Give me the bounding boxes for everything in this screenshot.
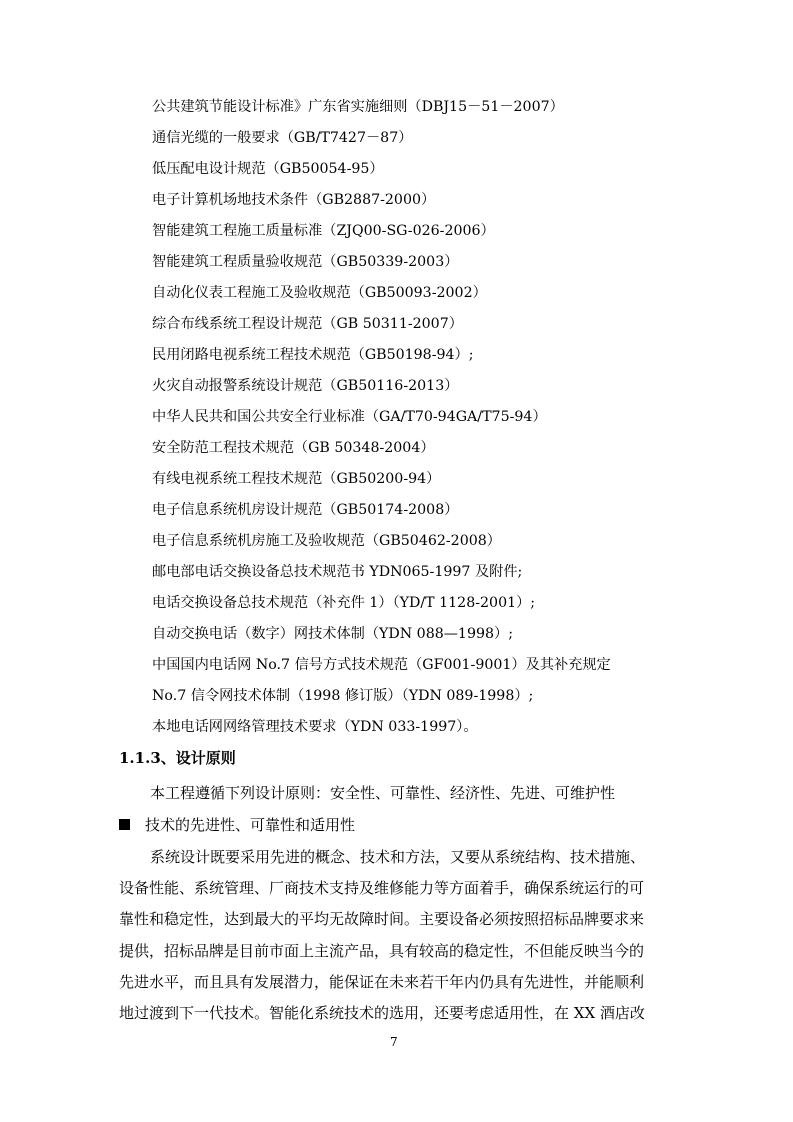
reference-item: 自动化仪表工程施工及验收规范（GB50093-2002）: [152, 285, 487, 301]
section-intro: 本工程遵循下列设计原则：安全性、可靠性、经济性、先进、可维护性: [150, 784, 616, 802]
paragraph-line: 提供，招标品牌是目前市面上主流产品，具有较高的稳定性，不但能反映当今的: [119, 941, 645, 960]
reference-item: 电子信息系统机房施工及验收规范（GB50462-2008）: [152, 533, 501, 549]
paragraph-line: 设备性能、系统管理、厂商技术支持及维修能力等方面着手，确保系统运行的可: [119, 879, 645, 898]
section-heading: 1.1.3、设计原则: [119, 749, 236, 767]
reference-item: 中国国内电话网 No.7 信号方式技术规范（GF001-9001）及其补充规定: [152, 657, 611, 673]
bullet-text: 技术的先进性、可靠性和适用性: [145, 816, 356, 834]
reference-item: 通信光缆的一般要求（GB/T7427－87）: [152, 130, 413, 146]
paragraph-line: 靠性和稳定性，达到最大的平均无故障时间。主要设备必须按照招标品牌要求来: [119, 910, 645, 929]
reference-item: 综合布线系统工程设计规范（GB 50311-2007）: [152, 316, 463, 332]
reference-item: 中华人民共和国公共安全行业标准（GA/T70-94GA/T75-94）: [152, 409, 547, 425]
body-paragraph: [119, 842, 677, 1029]
reference-item: 安全防范工程技术规范（GB 50348-2004）: [152, 440, 435, 456]
reference-item: No.7 信令网技术体制（1998 修订版）（YDN 089-1998）;: [152, 688, 534, 704]
reference-item: 电话交换设备总技术规范（补充件 1）（YD/T 1128-2001）;: [152, 595, 536, 611]
reference-item: 有线电视系统工程技术规范（GB50200-94）: [152, 471, 441, 487]
reference-item: 智能建筑工程施工质量标准（ZJQ00-SG-026-2006）: [152, 223, 495, 239]
paragraph-line: 地过渡到下一代技术。智能化系统技术的选用，还要考虑适用性，在 XX 酒店改: [119, 1003, 645, 1022]
reference-item: 电子信息系统机房设计规范（GB50174-2008）: [152, 502, 459, 518]
bullet-item: [119, 811, 355, 839]
paragraph-line: 先进水平，而且具有发展潜力，能保证在未来若干年内仍具有先进性，并能顺利: [119, 972, 645, 991]
paragraph-line: 系统设计既要采用先进的概念、技术和方法，又要从系统结构、技术措施、: [150, 848, 646, 866]
page-number: 7: [390, 1035, 398, 1049]
reference-item: 本地电话网网络管理技术要求（YDN 033-1997）。: [152, 719, 478, 735]
square-bullet-icon: [119, 819, 130, 830]
reference-item: 火灾自动报警系统设计规范（GB50116-2013）: [152, 378, 459, 394]
reference-item: 电子计算机场地技术条件（GB2887-2000）: [152, 192, 436, 208]
reference-item: 自动交换电话（数字）网技术体制（YDN 088—1998）;: [152, 626, 514, 642]
reference-item: 民用闭路电视系统工程技术规范（GB50198-94）;: [152, 347, 474, 363]
reference-item: 低压配电设计规范（GB50054-95）: [152, 161, 384, 177]
reference-item: 智能建筑工程质量验收规范（GB50339-2003）: [152, 254, 459, 270]
reference-item: 邮电部电话交换设备总技术规范书 YDN065-1997 及附件;: [152, 564, 523, 580]
reference-standards-list: [152, 92, 611, 743]
reference-item: 公共建筑节能设计标准》广东省实施细则（DBJ15－51－2007）: [152, 99, 564, 115]
